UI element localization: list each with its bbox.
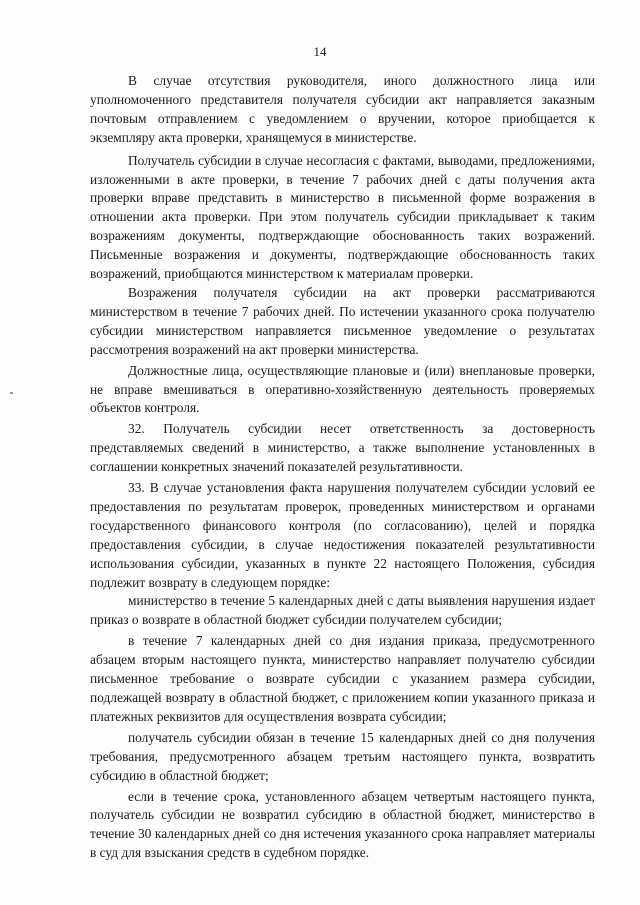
paragraph-delivery-by-mail: В случае отсутствия руководителя, иного должностного лица или уполномоченного представителя получателя субсидии акт направляется заказным почтовым отправлением с уведомлением о вручении, которое приобщается к экземпляру акта проверки, хранящемуся в министерстве.: [90, 73, 595, 145]
paragraph-return-demand: в течение 7 календарных дней со дня издания приказа, предусмотренного абзацем вторым настоящего пункта, министерство направляет получателю субсидии письменное требование о возврате субсидии с указанием размера субсидии, подлежащей возврату в областной бюджет, с приложением копии указанного приказа и платежных реквизитов для осуществления возврата субсидии;: [90, 633, 595, 724]
page-number: 14: [313, 44, 327, 59]
paragraph-objection-review: Возражения получателя субсидии на акт проверки рассматриваются министерством в течение 7 рабочих дней. По истечении указанного срока получателю субсидии министерством направляется письменное уведомление о результатах рассмотрения возражений на акт проверки министерства.: [90, 284, 595, 357]
document-body: [90, 72, 595, 863]
paragraph-32-responsibility: 32. Получатель субсидии несет ответственность за достоверность представляемых сведений в министерство, а также выполнение установленных в соглашении конкретных значений показателей результативности.: [90, 421, 595, 475]
paragraph-recipient-obligation: получатель субсидии обязан в течение 15 календарных дней со дня получения требования, предусмотренного абзацем третьим настоящего пункта, возвратить субсидию в областной бюджет;: [90, 729, 595, 783]
paragraph-33-return-conditions: 33. В случае установления факта нарушения получателем субсидии условий ее предоставления по результатам проверок, проведенных министерством и органами государственного финансового контроля (по согласованию), целей и порядка предоставления субсидии, в случае недостижения показателей результативности использования субсидии, указанных в пункте 22 настоящего Положения, субсидия подлежит возврату в следующем порядке:: [90, 480, 595, 590]
scan-margin-mark: [10, 392, 13, 394]
paragraph-objections: Получатель субсидии в случае несогласия с фактами, выводами, предложениями, изложенными в акте проверки, в течение 7 рабочих дней с даты получения акта проверки вправе представить в министерство в письменной форме возражения в отношении акта проверки. При этом получатель субсидии прикладывает к таким возражениям документы, подтверждающие обоснованность таких возражений. Письменные возражения и документы, подтверждающие обоснованность таких возражений, приобщаются министерством к материалам проверки.: [90, 152, 595, 282]
paragraph-return-order: министерство в течение 5 календарных дней с даты выявления нарушения издает приказ о возврате в областной бюджет субсидии получателем субсидии;: [90, 593, 595, 628]
paragraph-court-recovery: если в течение срока, установленного абзацем четвертым настоящего пункта, получатель субсидии не возвратил субсидию в областной бюджет, министерство в течение 30 календарных дней со дня истечения указанного срока направляет материалы в суд для взыскания средств в судебном порядке.: [90, 788, 595, 861]
paragraph-officials: Должностные лица, осуществляющие плановые и (или) внеплановые проверки, не вправе вмешиваться в оперативно-хозяйственную деятельность проверяемых объектов контроля.: [90, 362, 595, 416]
